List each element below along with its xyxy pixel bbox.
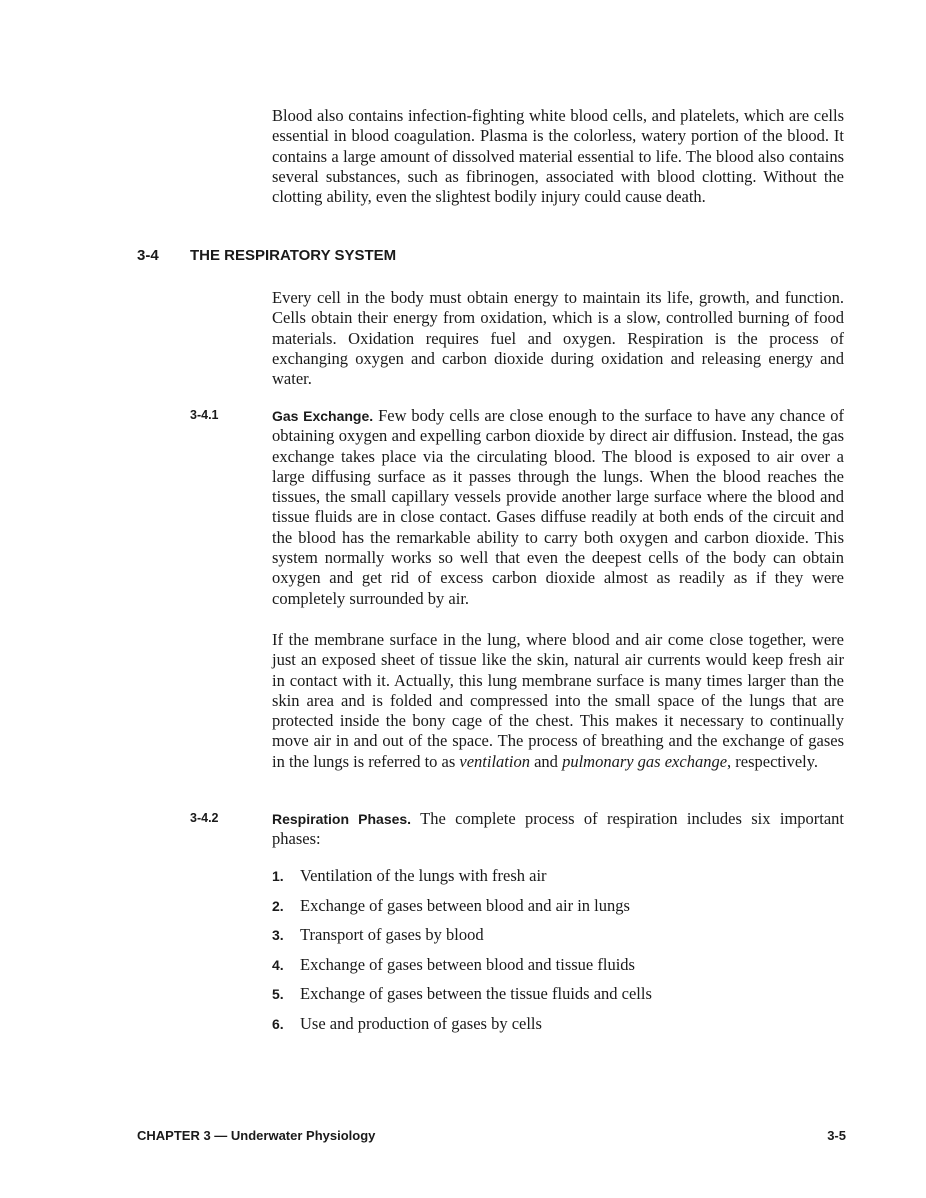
list-item bbox=[272, 925, 844, 955]
list-item-number: 1. bbox=[272, 868, 284, 884]
list-item-text: Use and production of gases by cells bbox=[300, 1013, 542, 1033]
intro-paragraph: Blood also contains infection-fighting white blood cells, and platelets, which are cells essential in blood coagulation. Plasma is the colorless, watery portion of the blood. It contains a large amount of dissolved material essential to life. The blood also contains several substances, such as fibrinogen, associated with blood clotting. Without the clotting ability, even the slightest bodily injury could cause death. bbox=[272, 106, 844, 207]
section-number: 3-4 bbox=[137, 247, 159, 264]
list-item-number: 3. bbox=[272, 927, 284, 943]
subsection-number-1: 3-4.1 bbox=[190, 408, 219, 422]
section-heading bbox=[137, 247, 396, 264]
list-item-text: Transport of gases by blood bbox=[300, 925, 484, 944]
gas-exchange-paragraph-1 bbox=[272, 406, 844, 609]
list-item-text: Exchange of gases between blood and air in lungs bbox=[300, 895, 630, 915]
respiration-phases-title: Respiration Phases. bbox=[272, 811, 412, 827]
gas-exchange-text-2: If the membrane surface in the lung, where blood and air come close together, were just an exposed sheet of tissue like the skin, natural air currents would keep fresh air in contact with it. Actually, this lung membrane surface is many times larger than the skin area and is folded and compressed into the small space of the lungs that are protected inside the bony cage of the chest. This makes it necessary to continually move air in and out of the space. The process of breathing and the exchange of gases in the lungs is referred to as bbox=[272, 630, 844, 771]
list-item-number: 5. bbox=[272, 986, 284, 1002]
list-item-number: 2. bbox=[272, 897, 284, 914]
list-item bbox=[272, 896, 844, 926]
list-item bbox=[272, 984, 844, 1014]
footer-chapter: CHAPTER 3 — Underwater Physiology bbox=[137, 1128, 376, 1143]
subsection-number-2: 3-4.2 bbox=[190, 811, 219, 825]
gas-exchange-title: Gas Exchange. bbox=[272, 408, 374, 424]
gas-exchange-text-2-end: , respectively. bbox=[727, 751, 819, 771]
list-item-number: 6. bbox=[272, 1015, 284, 1032]
phases-list bbox=[272, 866, 844, 1043]
list-item bbox=[272, 1014, 844, 1044]
respiration-phases-text: The complete process of respiration includes six important phases: bbox=[272, 809, 845, 849]
list-item bbox=[272, 866, 844, 896]
section-paragraph: Every cell in the body must obtain energy to maintain its life, growth, and function. Cells obtain their energy from oxidation, which is a slow, controlled burning of food materials. Oxidation requires fuel and oxygen. Respiration is the process of exchanging oxygen and carbon dioxide during oxidation and releasing energy and water. bbox=[272, 288, 844, 389]
respiration-phases-paragraph bbox=[272, 809, 844, 850]
list-item-text: Ventilation of the lungs with fresh air bbox=[300, 866, 547, 885]
term-ventilation: ventilation bbox=[459, 751, 530, 771]
footer-page-number: 3-5 bbox=[827, 1128, 846, 1143]
term-pulmonary-gas-exchange: pulmonary gas exchange bbox=[562, 751, 728, 771]
term-connector: and bbox=[529, 751, 563, 771]
list-item-text: Exchange of gases between the tissue fluids and cells bbox=[300, 984, 652, 1003]
list-item-text: Exchange of gases between blood and tissue fluids bbox=[300, 954, 635, 974]
section-title: THE RESPIRATORY SYSTEM bbox=[190, 247, 397, 264]
list-item bbox=[272, 955, 844, 985]
gas-exchange-text-1: Few body cells are close enough to the surface to have any chance of obtaining oxygen and expelling carbon dioxide by direct air diffusion. Instead, the gas exchange takes place via the circulating blood. The blood is exposed to air over a large diffusing surface as it passes through the lungs. When the blood reaches the tissues, the small capillary vessels provide another large surface where the blood and tissue fluids are in close contact. Gases diffuse readily at both ends of the circuit and the blood has the remarkable ability to carry both oxygen and carbon dioxide. This system normally works so well that even the deepest cells of the body can obtain oxygen and get rid of excess carbon dioxide almost as readily as if they were completely surrounded by air. bbox=[272, 406, 844, 608]
list-item-number: 4. bbox=[272, 956, 284, 973]
gas-exchange-paragraph-2 bbox=[272, 630, 844, 772]
